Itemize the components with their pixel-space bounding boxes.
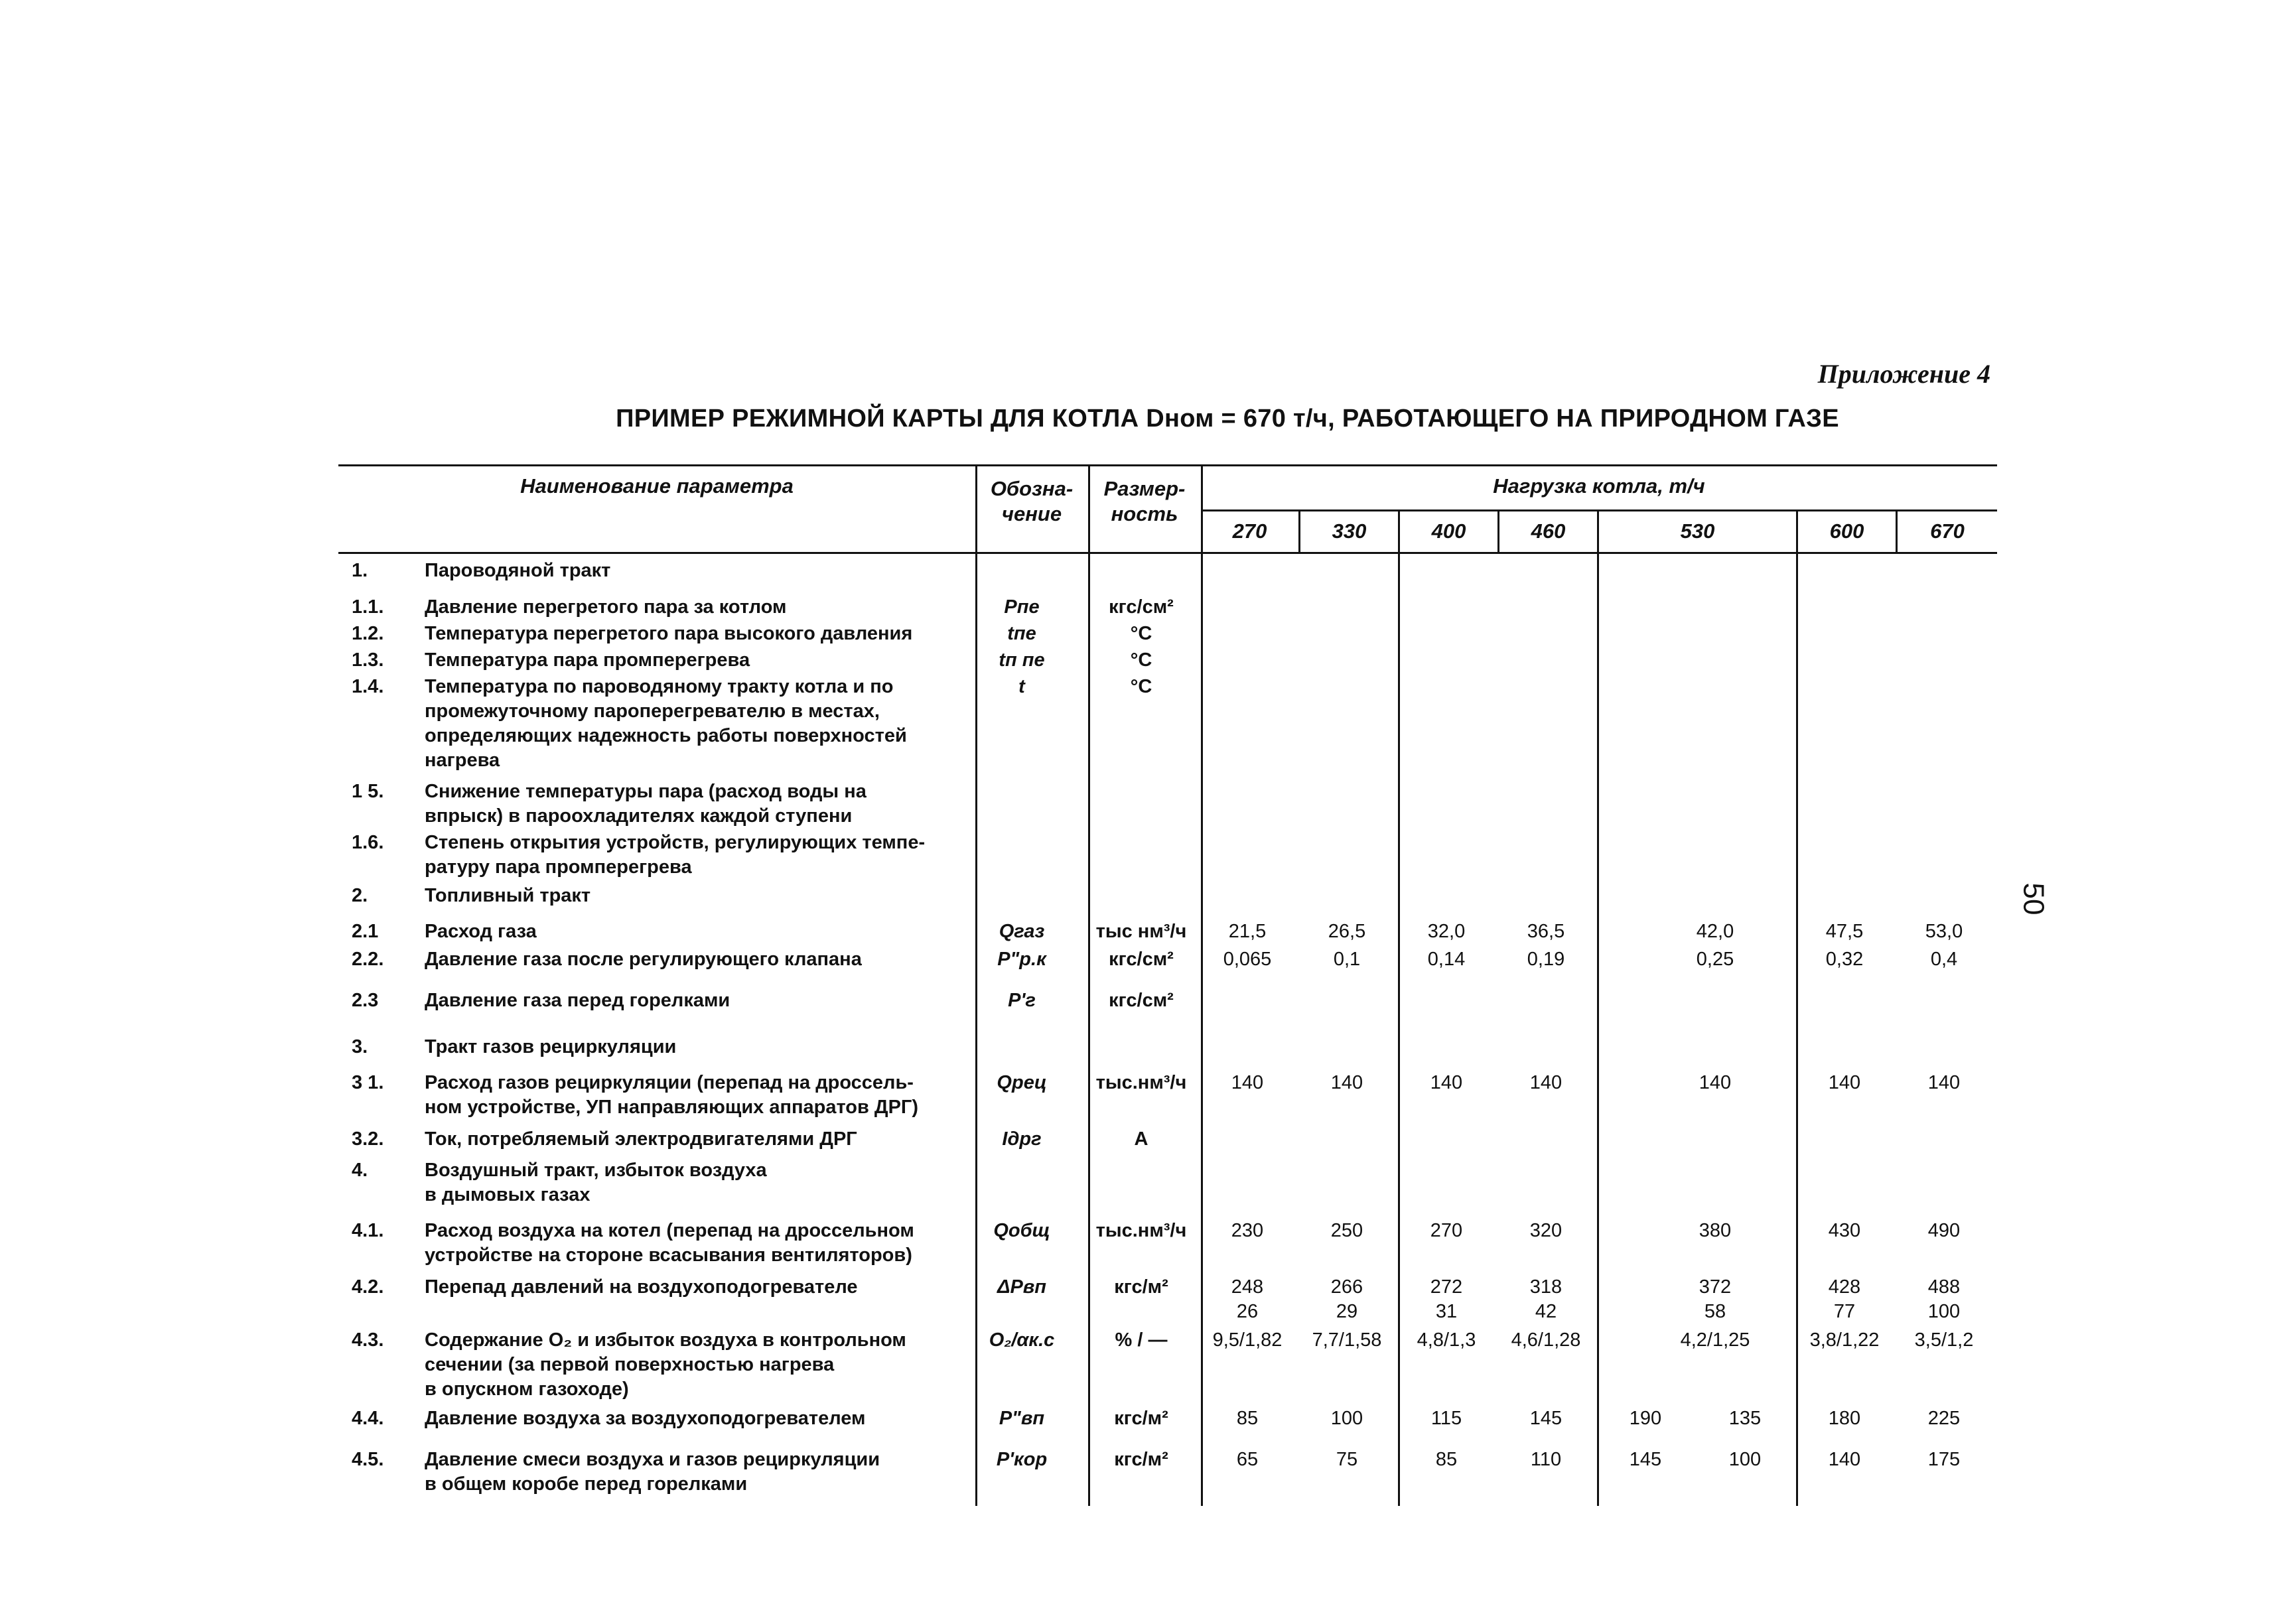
value-cell: 266 29 [1330,1276,1363,1322]
document-title: ПРИМЕР РЕЖИМНОЙ КАРТЫ ДЛЯ КОТЛА Dном = 670 т/ч, РАБОТАЮЩЕГО НА ПРИРОДНОМ ГАЗЕ [616,405,1839,433]
value-cell: 0,4 [1930,949,1958,970]
row-name: Температура пара промперегрева [425,649,750,671]
load-270: 270 [1232,519,1267,543]
value-cell: 140 [1828,1449,1861,1470]
value-cell: 140 [1330,1072,1363,1093]
value-cell: 115 [1430,1408,1462,1429]
row-unit: °С [1130,649,1152,671]
row-number: 4.5. [352,1449,384,1470]
row-name: Температура по пароводяному тракту котла и по промежуточному пароперегревателю в местах, определяющих надежность работы поверхностей нагрева [425,676,907,771]
value-cell: 190 [1629,1408,1662,1429]
row-name: Давление перегретого пара за котлом [425,596,787,618]
row-unit: тыс нм³/ч [1095,921,1187,942]
row-symbol: t [1018,676,1025,697]
value-cell: 230 [1231,1220,1264,1241]
value-cell: 85 [1435,1449,1458,1470]
value-cell: 270 [1430,1220,1463,1241]
value-cell: 65 [1236,1449,1259,1470]
row-number: 3.2. [352,1128,384,1150]
value-cell: 47,5 [1825,921,1864,942]
row-unit: кгс/см² [1109,990,1174,1011]
value-cell: 135 [1728,1408,1762,1429]
row-number: 4.2. [352,1276,384,1298]
row-symbol: Pпе [1004,596,1040,618]
row-unit: тыс.нм³/ч [1095,1220,1187,1241]
row-name: Снижение температуры пара (расход воды на впрыск) в пароохладителях каждой ступени [425,781,867,827]
row-unit: тыс.нм³/ч [1095,1072,1187,1093]
row-name: Перепад давлений на воздухоподогревателе [425,1276,858,1298]
row-number: 1.2. [352,623,384,644]
value-cell: 42,0 [1696,921,1734,942]
value-cell: 26,5 [1328,921,1366,942]
row-number: 3. [352,1036,368,1057]
value-cell: 21,5 [1228,921,1267,942]
value-cell: 0,14 [1427,949,1466,970]
param-header: Наименование параметра [520,474,794,498]
value-cell: 0,32 [1825,949,1864,970]
col-rule [1597,509,1599,1506]
value-cell: 100 [1330,1408,1363,1429]
col-rule [1796,509,1798,1506]
appendix-label: Приложение 4 [1817,359,1990,389]
value-cell: 140 [1828,1072,1861,1093]
value-cell: 175 [1927,1449,1961,1470]
row-name: Ток, потребляемый электродвигателями ДРГ [425,1128,857,1150]
row-name: Тракт газов рециркуляции [425,1036,677,1057]
row-symbol: P"вп [999,1408,1045,1429]
value-cell: 140 [1927,1072,1961,1093]
load-330: 330 [1332,519,1367,543]
row-name: Расход воздуха на котел (перепад на дроссельном устройстве на стороне всасывания вентиляторов) [425,1220,914,1266]
row-symbol: Qрец [997,1072,1047,1093]
row-unit: кгс/м² [1114,1408,1168,1429]
row-symbol: Iдрг [1002,1128,1042,1150]
row-name: Расход газов рециркуляции (перепад на дроссель- ном устройстве, УП направляющих аппаратов ДРГ) [425,1072,919,1118]
row-symbol: O₂/αк.с [989,1329,1055,1351]
value-cell: 180 [1828,1408,1861,1429]
value-cell: 145 [1529,1408,1563,1429]
row-name: Температура перегретого пара высокого давления [425,623,913,644]
row-symbol: tпе [1007,623,1036,644]
value-cell: 0,065 [1223,949,1272,970]
row-unit: кгс/м² [1114,1276,1168,1298]
value-cell: 272 31 [1430,1276,1463,1322]
row-number: 1.3. [352,649,384,671]
value-cell: 140 [1430,1072,1463,1093]
row-symbol: P'г [1008,990,1036,1011]
row-number: 4. [352,1160,368,1181]
value-cell: 110 [1530,1449,1562,1470]
load-400: 400 [1431,519,1466,543]
row-name: Пароводяной тракт [425,560,611,581]
regime-map-table [338,464,1997,1506]
value-cell: 248 26 [1231,1276,1264,1322]
value-cell: 0,1 [1333,949,1361,970]
table-top-rule [338,464,1997,466]
value-cell: 3,8/1,22 [1809,1329,1880,1351]
row-name: Содержание O₂ и избыток воздуха в контрольном сечении (за первой поверхностью нагрева в опускном газоходе) [425,1329,906,1400]
row-number: 4.1. [352,1220,384,1241]
row-symbol: tп пе [999,649,1045,671]
header-bottom-rule [338,552,1997,554]
row-number: 3 1. [352,1072,384,1093]
value-cell: 3,5/1,2 [1914,1329,1974,1351]
value-cell: 428 77 [1828,1276,1861,1322]
value-cell: 7,7/1,58 [1312,1329,1382,1351]
row-unit: °С [1130,676,1152,697]
row-unit: А [1134,1128,1148,1150]
value-cell: 4,8/1,3 [1417,1329,1476,1351]
row-number: 1 5. [352,781,384,802]
row-name: Воздушный тракт, избыток воздуха в дымовых газах [425,1160,767,1205]
row-name: Давление газа после регулирующего клапана [425,949,862,970]
row-number: 1.4. [352,676,384,697]
value-cell: 140 [1699,1072,1732,1093]
row-symbol: P'кор [996,1449,1048,1470]
value-cell: 140 [1231,1072,1264,1093]
row-symbol: Qгаз [999,921,1045,942]
row-name: Давление смеси воздуха и газов рециркуляции в общем коробе перед горелками [425,1449,880,1495]
row-number: 2.3 [352,990,379,1011]
value-cell: 318 42 [1529,1276,1563,1322]
value-cell: 100 [1728,1449,1762,1470]
page-number: 50 [2017,882,2050,915]
row-name: Топливный тракт [425,885,591,906]
row-number: 2.2. [352,949,384,970]
value-cell: 53,0 [1925,921,1963,942]
row-number: 1.1. [352,596,384,618]
row-unit: кгс/см² [1109,596,1174,618]
row-number: 1. [352,560,368,581]
row-unit: % / — [1115,1329,1168,1351]
value-cell: 0,19 [1527,949,1565,970]
value-cell: 36,5 [1527,921,1565,942]
row-symbol: Qобщ [993,1220,1050,1241]
load-600: 600 [1829,519,1864,543]
value-cell: 0,25 [1696,949,1734,970]
row-unit: кгс/м² [1114,1449,1168,1470]
row-name: Давление воздуха за воздухоподогревателем [425,1408,866,1429]
row-number: 4.3. [352,1329,384,1351]
unit-header: Размер- ность [1103,477,1186,525]
row-unit: кгс/см² [1109,949,1174,970]
value-cell: 488 100 [1927,1276,1961,1322]
load-460: 460 [1531,519,1566,543]
row-name: Степень открытия устройств, регулирующих темпе- ратуру пара промперегрева [425,832,926,878]
value-cell: 372 58 [1699,1276,1732,1322]
value-cell: 250 [1330,1220,1363,1241]
value-cell: 4,2/1,25 [1680,1329,1750,1351]
value-cell: 32,0 [1427,921,1466,942]
load-530: 530 [1680,519,1715,543]
value-cell: 145 [1629,1449,1662,1470]
load-670: 670 [1930,519,1965,543]
value-cell: 225 [1927,1408,1961,1429]
row-symbol: P"р.к [997,949,1046,970]
row-name: Давление газа перед горелками [425,990,730,1011]
row-unit: °С [1130,623,1152,644]
row-name: Расход газа [425,921,537,942]
value-cell: 4,6/1,28 [1511,1329,1581,1351]
load-subheader-rule [1201,509,1997,511]
load-header: Нагрузка котла, т/ч [1493,474,1705,498]
value-cell: 140 [1529,1072,1563,1093]
value-cell: 430 [1828,1220,1861,1241]
row-number: 1.6. [352,832,384,853]
row-symbol: ΔPвп [997,1276,1047,1298]
row-number: 4.4. [352,1408,384,1429]
col-rule [1398,509,1400,1506]
value-cell: 320 [1529,1220,1563,1241]
value-cell: 75 [1336,1449,1358,1470]
row-number: 2.1 [352,921,379,942]
value-cell: 380 [1699,1220,1732,1241]
value-cell: 85 [1236,1408,1259,1429]
symbol-header: Обозна- чение [990,477,1074,525]
value-cell: 9,5/1,82 [1212,1329,1283,1351]
row-number: 2. [352,885,368,906]
value-cell: 490 [1927,1220,1961,1241]
